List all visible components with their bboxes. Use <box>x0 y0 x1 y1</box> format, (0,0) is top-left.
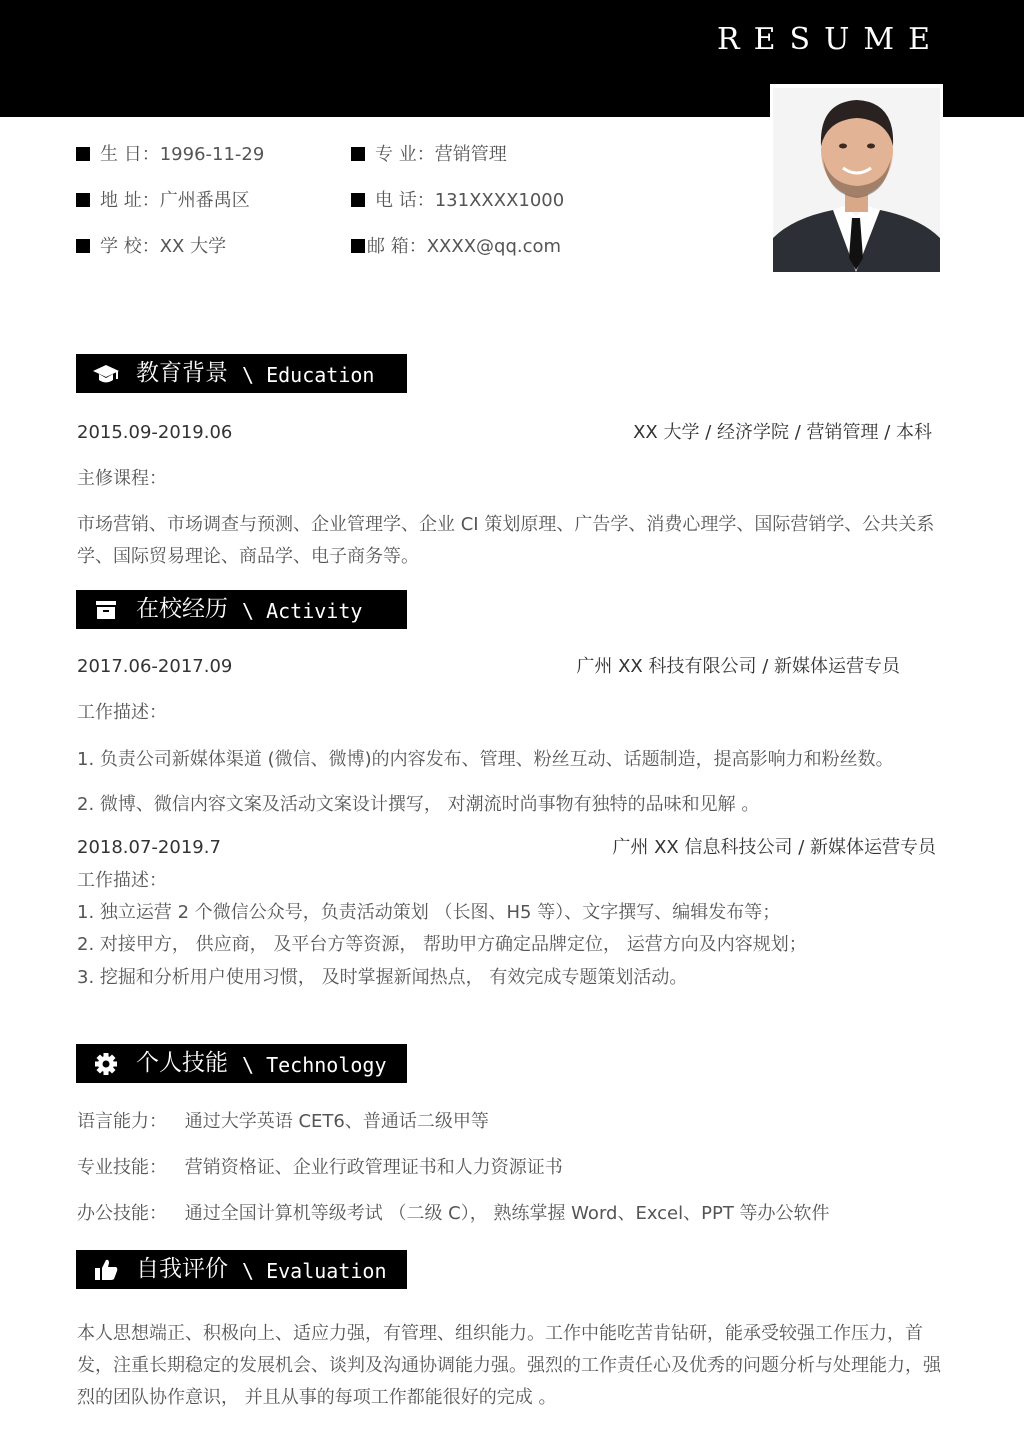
job-2-period: 2018.07-2019.7 <box>77 837 221 858</box>
job-1-desc-label: 工作描述： <box>77 702 167 723</box>
skill-row-office <box>77 1202 830 1226</box>
bullet-square-icon <box>351 193 365 207</box>
skill-label: 办公技能： <box>77 1203 167 1224</box>
skill-value: 营销资格证、企业行政管理证书和人力资源证书 <box>184 1157 563 1178</box>
bullet-square-icon <box>351 147 365 161</box>
profile-photo-frame <box>770 84 943 274</box>
education-period: 2015.09-2019.06 <box>77 422 233 443</box>
section-title-en: \ Education <box>242 363 375 387</box>
section-title-en: \ Activity <box>242 599 363 623</box>
job-2-item: 3. 挖掘和分析用户使用习惯， 及时掌握新闻热点， 有效完成专题策划活动。 <box>77 967 688 988</box>
info-major: 专 业：营销管理 <box>351 143 507 167</box>
section-title-cn: 教育背景 <box>136 360 228 386</box>
job-2-item: 2. 对接甲方， 供应商， 及平台方等资源， 帮助甲方确定品牌定位， 运营方向及内容规划； <box>77 934 807 955</box>
archive-box-icon <box>92 598 120 622</box>
info-school: 学 校：XX 大学 <box>76 235 226 259</box>
job-1-detail: 广州 XX 科技有限公司 / 新媒体运营专员 <box>576 656 900 677</box>
bullet-square-icon <box>76 147 90 161</box>
skill-label: 语言能力： <box>77 1111 167 1132</box>
job-2-item: 1. 独立运营 2 个微信公众号，负责活动策划 （长图、H5 等）、文字撰写、编辑发布等； <box>77 902 781 923</box>
bullet-square-icon <box>351 239 365 253</box>
courses-text: 市场营销、市场调查与预测、企业管理学、企业 CI 策划原理、广告学、消费心理学、国际营销学、公共关系学、国际贸易理论、商品学、电子商务等。 <box>77 514 935 567</box>
info-email: 邮 箱：XXXX@qq.com <box>351 235 561 259</box>
bullet-square-icon <box>76 193 90 207</box>
section-header-activity <box>76 590 407 629</box>
section-header-evaluation <box>76 1250 407 1289</box>
info-address: 地 址：广州番禺区 <box>76 189 250 213</box>
bullet-square-icon <box>76 239 90 253</box>
skill-value: 通过大学英语 CET6、普通话二级甲等 <box>184 1111 489 1132</box>
section-header-skills <box>76 1044 407 1083</box>
skill-row-professional <box>77 1156 563 1180</box>
section-title-en: \ Technology <box>242 1053 387 1077</box>
section-title-en: \ Evaluation <box>242 1259 387 1283</box>
skill-row-language <box>77 1110 489 1134</box>
job-1-item: 1. 负责公司新媒体渠道 (微信、微博)的内容发布、管理、粉丝互动、话题制造，提高影响力和粉丝数。 <box>77 749 894 770</box>
section-title-cn: 自我评价 <box>136 1256 228 1282</box>
gear-icon <box>92 1052 120 1076</box>
thumbs-up-icon <box>92 1258 120 1282</box>
section-header-education <box>76 354 407 393</box>
info-birthday: 生 日：1996-11-29 <box>76 143 264 167</box>
info-phone: 电 话：131XXXX1000 <box>351 189 564 213</box>
profile-photo <box>773 88 940 272</box>
job-1-item: 2. 微博、微信内容文案及活动文案设计撰写， 对潮流时尚事物有独特的品味和见解 。 <box>77 794 760 815</box>
courses-label: 主修课程： <box>77 468 167 489</box>
section-title-cn: 在校经历 <box>136 596 228 622</box>
skill-label: 专业技能： <box>77 1157 167 1178</box>
education-detail: XX 大学 / 经济学院 / 营销管理 / 本科 <box>633 422 932 443</box>
graduation-cap-icon <box>92 362 120 386</box>
evaluation-text: 本人思想端正、积极向上、适应力强，有管理、组织能力。工作中能吃苦肯钻研，能承受较强工作压力，首发，注重长期稳定的发展机会、谈判及沟通协调能力强。强烈的工作责任心及优秀的问题分析与处理能力，强烈的团队协作意识， 并且从事的每项工作都能很好的完成 。 <box>77 1323 941 1408</box>
section-title-cn: 个人技能 <box>136 1050 228 1076</box>
skill-value: 通过全国计算机等级考试 （二级 C）， 熟练掌握 Word、Excel、PPT 等办公软件 <box>184 1203 830 1224</box>
job-2-desc-label: 工作描述： <box>77 870 167 891</box>
job-2-detail: 广州 XX 信息科技公司 / 新媒体运营专员 <box>612 837 936 858</box>
resume-title: RESUME <box>717 22 944 57</box>
job-1-period: 2017.06-2017.09 <box>77 656 233 677</box>
